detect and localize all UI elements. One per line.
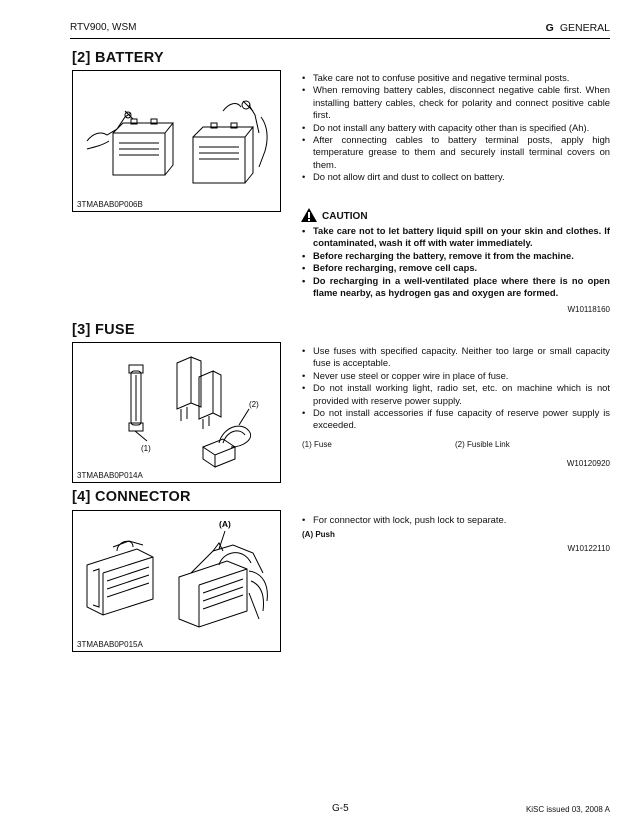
battery-figure (72, 70, 281, 212)
connector-bullets (302, 514, 610, 526)
section-title-connector: [4] CONNECTOR (72, 489, 191, 505)
battery-bullets (302, 72, 610, 184)
connector-code: W10122110 (567, 544, 610, 553)
section-title-battery: [2] BATTERY (72, 50, 164, 66)
header-rule (70, 38, 610, 39)
fuse-code: W10120920 (566, 459, 610, 468)
header-section-title: GENERAL (559, 22, 610, 34)
caution-bullet: • Before recharging the battery, remove it from the machine. (302, 250, 610, 262)
battery-bullet: • After connecting cables to battery terminal posts, apply high temperature grease to them and securely install terminal covers on them. (302, 134, 610, 171)
fuse-bullet: • Use fuses with specified capacity. Neither too large or small capacity fuse is acceptable. (302, 345, 610, 370)
fuse-bullet: • Do not install working light, radio set, etc. on machine which is not provided with reserve power supply. (302, 382, 610, 407)
connector-illustration (73, 511, 280, 637)
connector-bullet: • For connector with lock, push lock to separate. (302, 514, 610, 526)
battery-figure-code: 3TMABAB0P006B (77, 200, 143, 209)
fuse-figure-code: 3TMABAB0P014A (77, 471, 143, 480)
fuse-figure (72, 342, 281, 483)
fuse-bullet: • Never use steel or copper wire in place of fuse. (302, 370, 610, 382)
page-number: G-5 (332, 803, 349, 814)
caution-bullets (302, 225, 610, 299)
battery-code: W10118160 (567, 305, 610, 314)
issue-note: KiSC issued 03, 2008 A (525, 805, 610, 814)
battery-illustration (73, 71, 280, 199)
header-section (546, 22, 610, 34)
fuse-bullet: • Do not install accessories if fuse capacity of reserve power supply is exceeded. (302, 407, 610, 432)
fuse-legend-1: (1) Fuse (302, 440, 332, 449)
battery-bullet: • Do not install any battery with capacity other than is specified (Ah). (302, 122, 610, 134)
fuse-illustration (73, 343, 280, 468)
connector-figure (72, 510, 281, 652)
section-title-fuse: [3] FUSE (72, 322, 135, 338)
connector-label-a: (A) (219, 519, 231, 529)
caution-bullet: • Take care not to let battery liquid spill on your skin and clothes. If contaminated, wash it off with water immediately. (302, 225, 610, 250)
battery-bullet: • Take care not to confuse positive and negative terminal posts. (302, 72, 610, 84)
battery-bullet: • Do not allow dirt and dust to collect on battery. (302, 171, 610, 183)
caution-bullet: • Do recharging in a well-ventilated place where there is no open flame nearby, as hydrogen gas and oxygen are formed. (302, 275, 610, 300)
warning-icon (300, 207, 318, 226)
battery-bullet: • When removing battery cables, disconnect negative cable first. When installing battery cables, check for polarity and connect positive cable first. (302, 84, 610, 121)
header-section-letter: G (545, 22, 554, 34)
connector-figure-code: 3TMABAB0P015A (77, 640, 143, 649)
caution-heading (300, 207, 368, 226)
connector-legend: (A) Push (302, 530, 335, 539)
fuse-label-2: (2) (249, 400, 259, 409)
fuse-label-1: (1) (141, 444, 151, 453)
header-model: RTV900, WSM (70, 22, 137, 33)
fuse-bullets (302, 345, 610, 432)
fuse-legend-2: (2) Fusible Link (455, 440, 510, 449)
caution-bullet: • Before recharging, remove cell caps. (302, 262, 610, 274)
caution-label: CAUTION (322, 211, 368, 223)
